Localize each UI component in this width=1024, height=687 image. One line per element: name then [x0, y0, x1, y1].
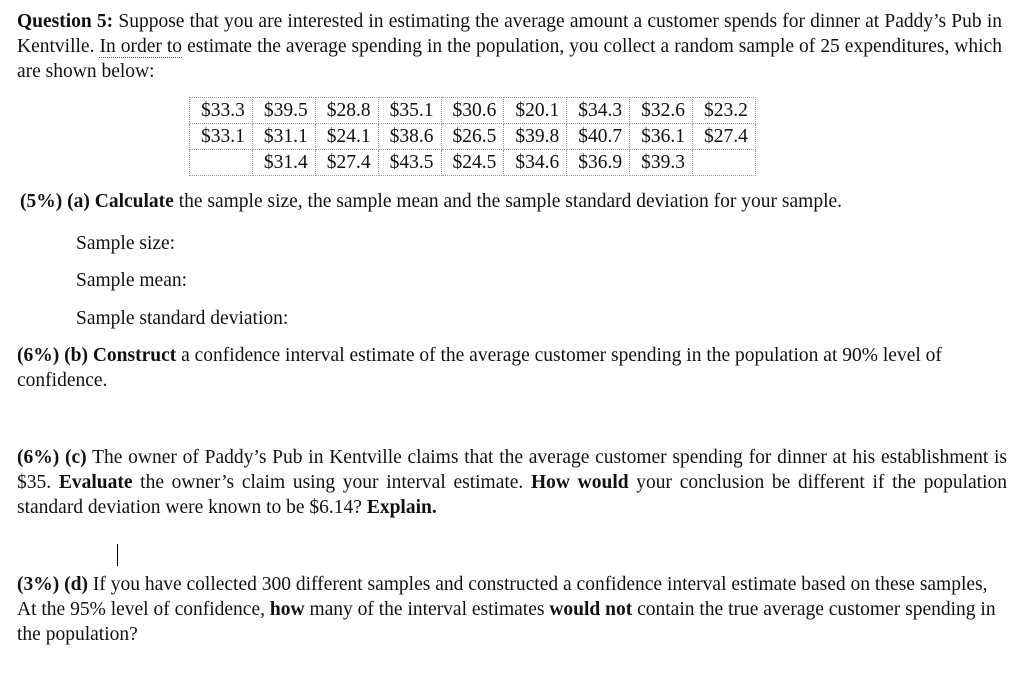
table-cell: $31.1 — [252, 124, 315, 150]
table-row — [190, 150, 756, 176]
table-cell: $27.4 — [693, 124, 756, 150]
part-d-text-2: many of the interval estimates — [304, 599, 550, 620]
text-cursor — [117, 544, 118, 566]
table-row — [190, 124, 756, 150]
part-c-explain: Explain. — [366, 497, 437, 518]
sample-mean-label: Sample mean: — [76, 270, 188, 291]
sample-sd-label: Sample standard deviation: — [76, 308, 289, 329]
part-a-verb: Calculate — [94, 191, 174, 212]
question-text-2: estimate the average spending in the population, you collect a random sample of 25 expenditures, which are shown below: — [17, 36, 1002, 82]
table-cell: $43.5 — [378, 150, 441, 176]
part-d — [17, 572, 1007, 647]
part-c-text-2: the owner’s claim using your interval estimate. — [132, 472, 531, 493]
table-cell: $28.8 — [315, 98, 378, 124]
part-a-weight: (5%) (a) — [20, 191, 90, 212]
table-cell — [190, 150, 253, 176]
part-c-text-3: your conclusion be different if the population standard deviation were known to be $6.14? — [17, 472, 1007, 518]
table-cell: $26.5 — [441, 124, 504, 150]
table-cell: $24.1 — [315, 124, 378, 150]
part-d-text-3: contain the true average customer spending in the population? — [17, 599, 996, 645]
question-text-1: Suppose that you are interested in estimating the average amount a customer spends for dinner at Paddy’s Pub in Kentville. — [17, 11, 1002, 57]
table-cell: $33.1 — [190, 124, 253, 150]
question-label: Question 5: — [17, 11, 114, 32]
table-cell: $24.5 — [441, 150, 504, 176]
expenditures-table — [189, 97, 756, 176]
question-5-intro — [17, 9, 1002, 84]
part-b-text: a confidence interval estimate of the average customer spending in the population at 90% level of confidence. — [17, 345, 942, 391]
table-cell: $34.3 — [567, 98, 630, 124]
table-cell: $27.4 — [315, 150, 378, 176]
table-cell: $30.6 — [441, 98, 504, 124]
table-cell: $23.2 — [693, 98, 756, 124]
part-c-weight: (6%) (c) — [17, 447, 87, 468]
part-d-weight: (3%) (d) — [17, 574, 88, 595]
part-d-how: how — [269, 599, 305, 620]
sample-size-label: Sample size: — [76, 233, 176, 254]
table-cell: $36.1 — [630, 124, 693, 150]
part-b — [17, 343, 1007, 393]
in-order-to-text: In order to — [99, 36, 183, 57]
part-d-would-not: would not — [549, 599, 633, 620]
table-cell: $35.1 — [378, 98, 441, 124]
table-cell: $36.9 — [567, 150, 630, 176]
part-d-text-1: If you have collected 300 different samples and constructed a confidence interval estimate based on these samples, At the 95% level of confidence, — [17, 574, 988, 620]
table-cell: $39.3 — [630, 150, 693, 176]
table-cell: $32.6 — [630, 98, 693, 124]
table-cell: $31.4 — [252, 150, 315, 176]
table-cell — [693, 150, 756, 176]
table-cell: $40.7 — [567, 124, 630, 150]
table-cell: $20.1 — [504, 98, 567, 124]
table-row — [190, 98, 756, 124]
part-c-how-would: How would — [530, 472, 629, 493]
part-b-weight: (6%) (b) — [17, 345, 88, 366]
part-c-text-1: The owner of Paddy’s Pub in Kentville claims that the average customer spending for dinner at his establishment is $35. — [17, 447, 1008, 493]
table-cell: $33.3 — [190, 98, 253, 124]
part-b-verb: Construct — [92, 345, 177, 366]
part-c-verb: Evaluate — [58, 472, 133, 493]
part-a — [20, 189, 1005, 214]
table-cell: $39.8 — [504, 124, 567, 150]
part-c — [17, 445, 1007, 520]
part-a-text: the sample size, the sample mean and the sample standard deviation for your sample. — [173, 191, 843, 212]
table-cell: $34.6 — [504, 150, 567, 176]
table-cell: $39.5 — [252, 98, 315, 124]
table-cell: $38.6 — [378, 124, 441, 150]
